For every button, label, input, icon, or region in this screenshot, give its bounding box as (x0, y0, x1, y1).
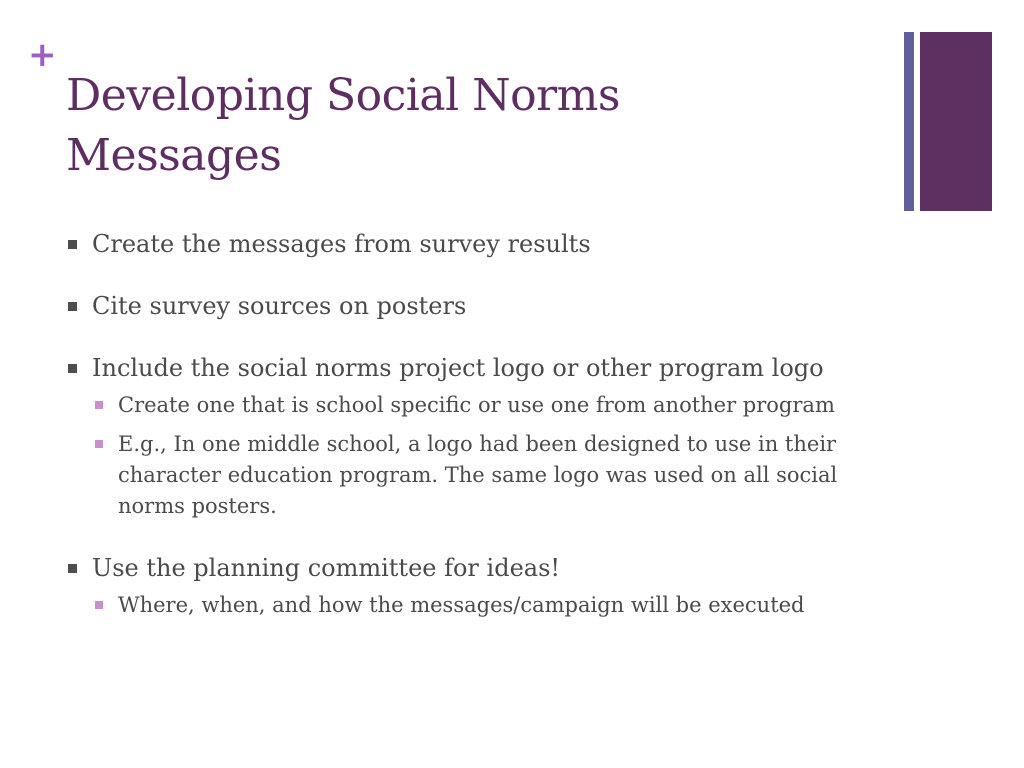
slide-title-line-1: Developing Social Norms (66, 70, 620, 121)
sub-bullet-item (66, 390, 906, 421)
square-sub-bullet-icon (95, 601, 103, 609)
square-bullet-icon (68, 364, 77, 373)
sub-bullet-text: Where, when, and how the messages/campaign will be executed (118, 593, 805, 617)
bullet-item (66, 228, 906, 260)
square-bullet-icon (68, 240, 77, 249)
square-sub-bullet-icon (95, 440, 103, 448)
square-bullet-icon (68, 302, 77, 311)
slide-title (66, 66, 866, 186)
sub-bullet-item (66, 590, 906, 621)
bullet-item (66, 552, 906, 584)
bullet-list (66, 228, 906, 651)
square-bullet-icon (68, 564, 77, 573)
slide-title-line-2: Messages (66, 130, 282, 181)
decorative-thick-bar (920, 32, 992, 211)
sub-bullet-text: Create one that is school specific or use one from another program (118, 393, 835, 417)
bullet-text: Use the planning committee for ideas! (92, 554, 561, 582)
bullet-item (66, 290, 906, 322)
sub-bullet-list (66, 590, 906, 621)
bullet-text: Include the social norms project logo or other program logo (92, 354, 824, 382)
square-sub-bullet-icon (95, 401, 103, 409)
sub-bullet-list (66, 390, 906, 522)
sub-bullet-text: E.g., In one middle school, a logo had been designed to use in their character education program. The same logo was used on all social norms posters. (118, 432, 838, 518)
plus-icon: + (28, 35, 57, 75)
bullet-text: Create the messages from survey results (92, 230, 591, 258)
bullet-item (66, 352, 906, 384)
bullet-text: Cite survey sources on posters (92, 292, 467, 320)
decorative-thin-bar (904, 32, 914, 211)
sub-bullet-item (66, 429, 906, 522)
